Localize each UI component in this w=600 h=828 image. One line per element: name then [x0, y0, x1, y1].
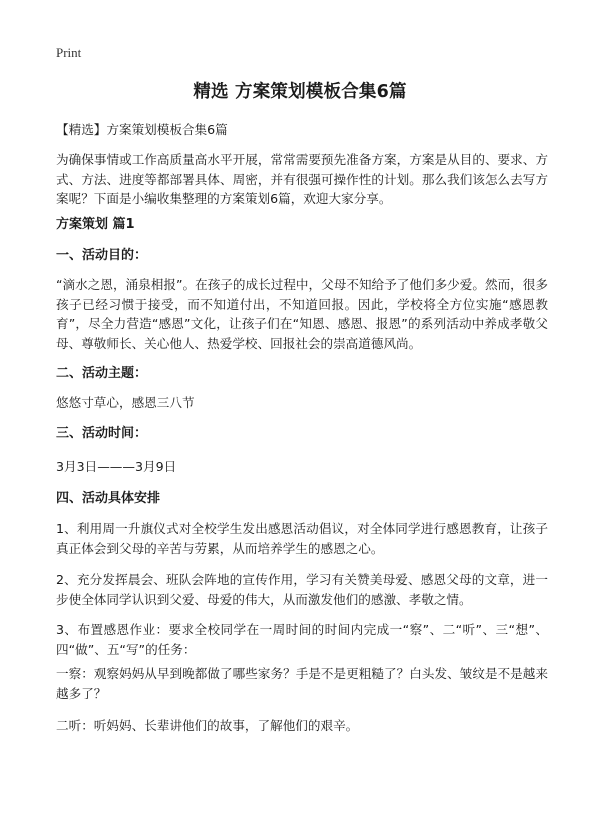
chapter-heading: 方案策划 篇1: [56, 217, 135, 232]
time-paragraph: 3月3日———3月9日: [56, 459, 177, 474]
goal-paragraph: “滴水之恩，涌泉相报”。在孩子的成长过程中，父母不知给予了他们多少爱。然而，很多孩子已经习惯于接受，而不知道付出，不知道回报。因此，学校将全方位实施“感恩教育”，尽全力营造“感恩”文化，让孩子们在“知恩、感恩、报恩”的系列活动中养成孝敬父母、尊敬师长、关心他人、热爱学校、回报社会的崇高道德风尚。: [56, 277, 548, 351]
plan-heading: 四、活动具体安排: [56, 491, 161, 506]
plan-item: 3、布置感恩作业：要求全校同学在一周时间的时间内完成一“察”、二“听”、三“想”、四“做”、五“写”的任务：: [56, 622, 548, 657]
intro-paragraph: 为确保事情或工作高质量高水平开展，常常需要预先准备方案，方案是从目的、要求、方式、方法、进度等都部署具体、周密，并有很强可操作性的计划。那么我们该怎么去写方案呢？下面是小编收集整理的方案策划6篇，欢迎大家分享。: [56, 152, 548, 206]
print-link[interactable]: Print: [56, 45, 82, 60]
time-heading: 三、活动时间：: [56, 426, 148, 441]
plan-item: 1、利用周一升旗仪式对全校学生发出感恩活动倡议，对全体同学进行感恩教育，让孩子真正体会到父母的辛苦与劳累，从而培养学生的感恩之心。: [56, 521, 548, 556]
plan-item: 二听：听妈妈、长辈讲他们的故事，了解他们的艰辛。: [56, 718, 359, 733]
document-title: 精选 方案策划模板合集6篇: [193, 82, 407, 102]
plan-item: 一察：观察妈妈从早到晚都做了哪些家务？手是不是更粗糙了？白头发、皱纹是不是越来越多了？: [56, 666, 548, 701]
theme-paragraph: 悠悠寸草心，感恩三八节: [56, 395, 195, 410]
document-subtitle: 【精选】方案策划模板合集6篇: [56, 122, 228, 137]
plan-item: 2、充分发挥晨会、班队会阵地的宣传作用，学习有关赞美母爱、感恩父母的文章，进一步使全体同学认识到父爱、母爱的伟大，从而激发他们的感激、孝敬之情。: [56, 572, 548, 607]
goal-heading: 一、活动目的：: [56, 248, 148, 263]
theme-heading: 二、活动主题：: [56, 366, 148, 381]
